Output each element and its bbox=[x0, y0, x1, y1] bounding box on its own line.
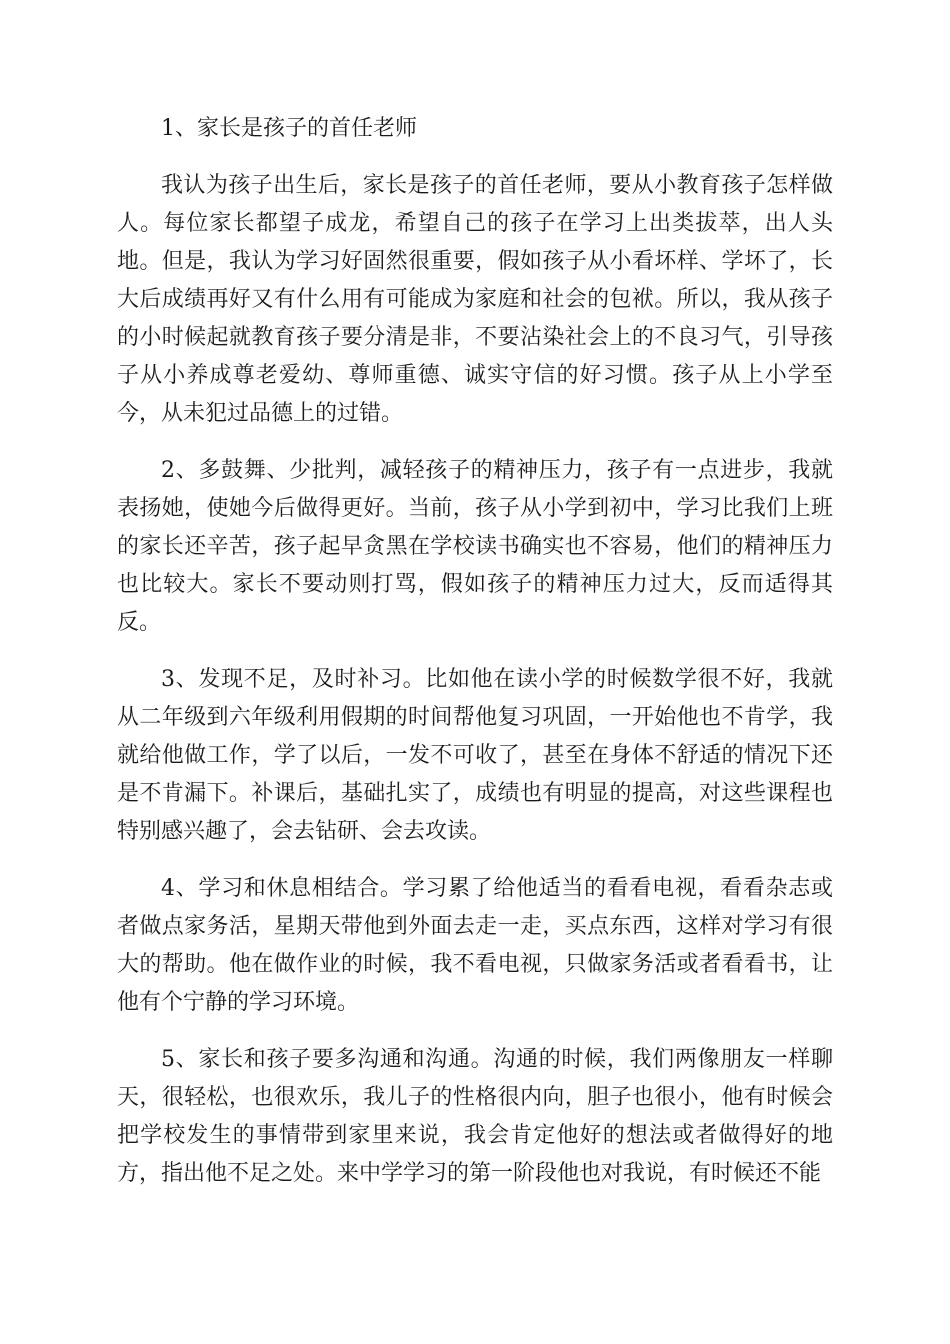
paragraph-1: 我认为孩子出生后，家长是孩子的首任老师，要从小教育孩子怎样做人。每位家长都望子成龙，希望自己的孩子在学习上出类拔萃，出人头地。但是，我认为学习好固然很重要，假如孩子从小看坏样、学坏了，长大后成绩再好又有什么用有可能成为家庭和社会的包袱。所以，我从孩子的小时候起就教育孩子要分清是非，不要沾染社会上的不良习气，引导孩子从小养成尊老爱幼、尊师重德、诚实守信的好习惯。孩子从上小学至今，从未犯过品德上的过错。 bbox=[117, 173, 833, 426]
paragraph-5: 5、家长和孩子要多沟通和沟通。沟通的时候，我们两像朋友一样聊天，很轻松，也很欢乐，我儿子的性格很内向，胆子也很小，他有时候会把学校发生的事情带到家里来说，我会肯定他好的想法或者做得好的地方，指出他不足之处。来中学学习的第一阶段他也对我说，有时候还不能 bbox=[117, 1047, 833, 1186]
paragraph-3: 3、发现不足，及时补习。比如他在读小学的时候数学很不好，我就从二年级到六年级利用假期的时间帮他复习巩固，一开始他也不肯学，我就给他做工作，学了以后，一发不可收了，甚至在身体不舒适的情况下还是不肯漏下。补课后，基础扎实了，成绩也有明显的提高，对这些课程也特别感兴趣了，会去钻研、会去攻读。 bbox=[117, 667, 833, 844]
paragraph-4: 4、学习和休息相结合。学习累了给他适当的看看电视，看看杂志或者做点家务活，星期天带他到外面去走一走，买点东西，这样对学习有很大的帮助。他在做作业的时候，我不看电视，只做家务活或者看看书，让他有个宁静的学习环境。 bbox=[117, 876, 833, 1015]
document-body bbox=[117, 110, 833, 1212]
paragraph-2: 2、多鼓舞、少批判，减轻孩子的精神压力，孩子有一点进步，我就表扬她，使她今后做得更好。当前，孩子从小学到初中，学习比我们上班的家长还辛苦，孩子起早贪黑在学校读书确实也不容易，他们的精神压力也比较大。家长不要动则打骂，假如孩子的精神压力过大，反而适得其反。 bbox=[117, 458, 833, 635]
section-heading: 1、家长是孩子的首任老师 bbox=[161, 116, 417, 141]
